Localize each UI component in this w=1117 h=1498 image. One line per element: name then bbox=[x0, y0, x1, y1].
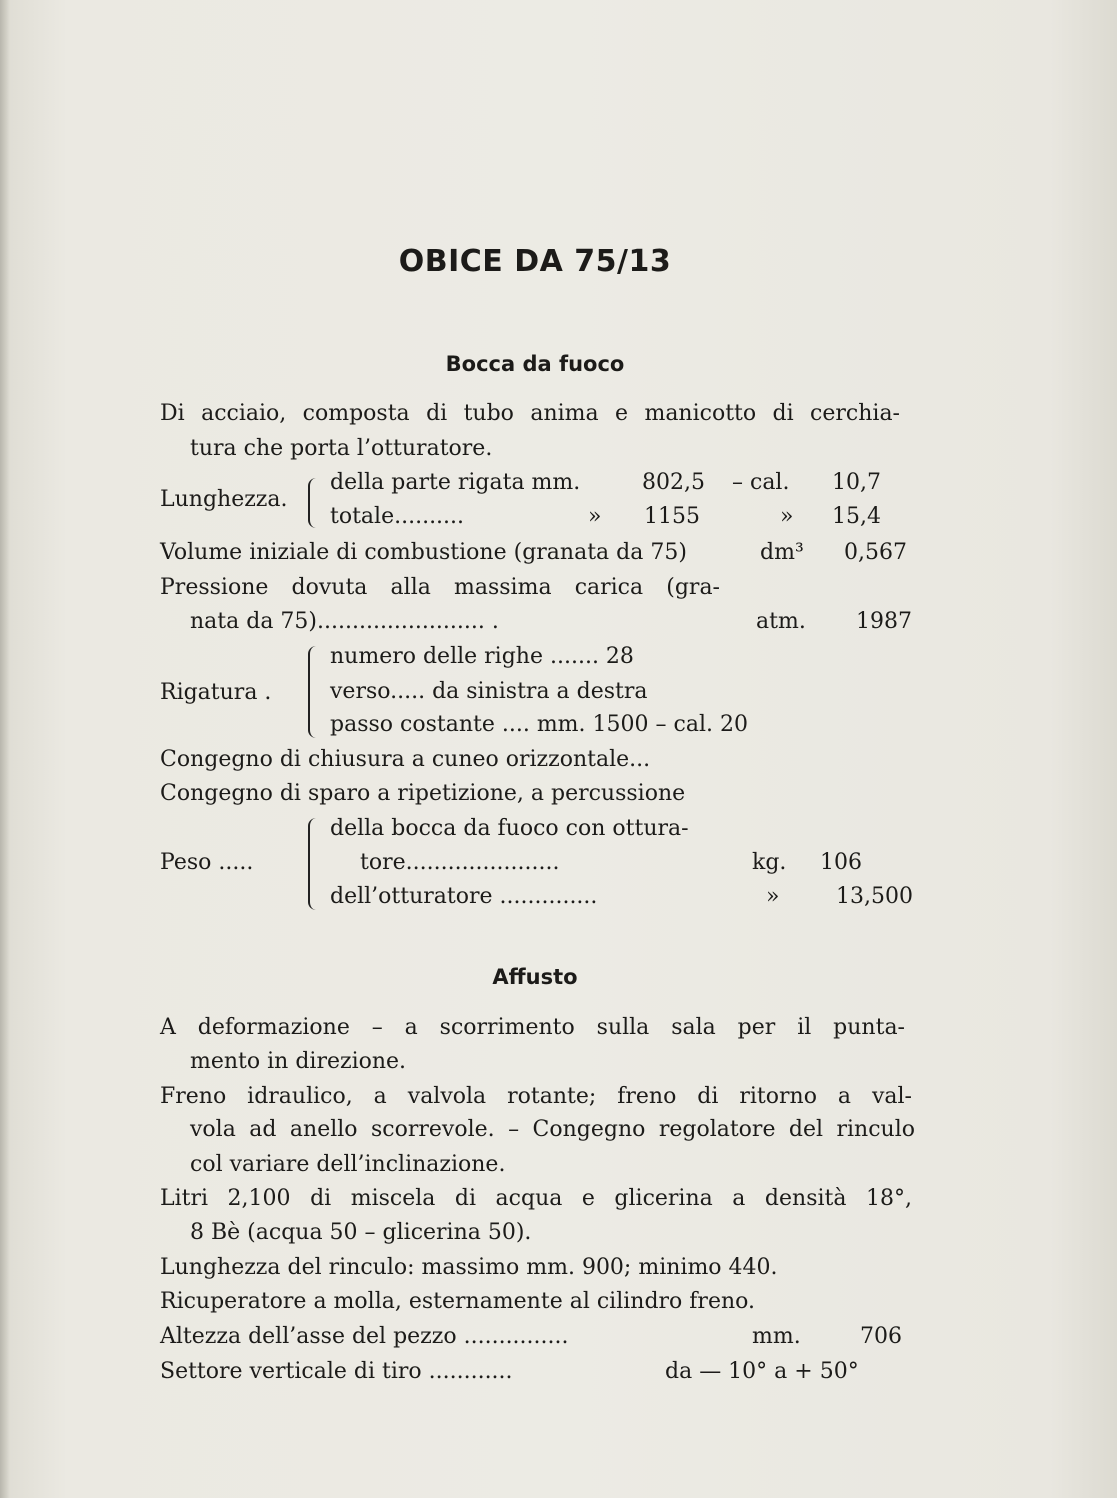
affusto-p2-line-1: Freno idraulico, a valvola rotante; freno di ritorno a val- bbox=[160, 1084, 912, 1109]
volume-label: Volume iniziale di combustione (granata da 75) bbox=[160, 540, 687, 565]
rigatura-verso: verso..... da sinistra a destra bbox=[330, 679, 648, 704]
peso-otturatore-ditto: » bbox=[766, 884, 780, 909]
section-heading-bocca: Bocca da fuoco bbox=[445, 352, 625, 376]
peso-otturatore-value: 13,500 bbox=[836, 884, 913, 909]
volume-value: 0,567 bbox=[844, 540, 907, 565]
affusto-p1-line-1: A deformazione – a scorrimento sulla sala per il punta- bbox=[160, 1015, 905, 1040]
lunghezza-rigata-label: della parte rigata mm. bbox=[330, 470, 581, 495]
lunghezza-totale-ditto: » bbox=[588, 504, 602, 529]
peso-bocca-line-2: tore...................... bbox=[360, 850, 560, 875]
rigatura-label: Rigatura . bbox=[160, 680, 272, 705]
pressione-value: 1987 bbox=[856, 609, 912, 634]
affusto-p3-line-1: Litri 2,100 di miscela di acqua e glicerina a densità 18°, bbox=[160, 1186, 912, 1211]
affusto-p2-line-2: vola ad anello scorrevole. – Congegno regolatore del rinculo bbox=[190, 1117, 915, 1142]
congegno-sparo: Congegno di sparo a ripetizione, a percussione bbox=[160, 781, 686, 806]
volume-unit: dm³ bbox=[760, 540, 804, 565]
lunghezza-totale-label: totale.......... bbox=[330, 504, 465, 529]
lunghezza-rigata-cal-label: – cal. bbox=[732, 470, 790, 495]
affusto-p3-line-2: 8 Bè (acqua 50 – glicerina 50). bbox=[190, 1220, 532, 1245]
pressione-unit: atm. bbox=[756, 609, 806, 634]
settore-verticale-label: Settore verticale di tiro ............ bbox=[160, 1359, 513, 1384]
affusto-p1-line-2: mento in direzione. bbox=[190, 1049, 407, 1074]
lunghezza-rigata-mm: 802,5 bbox=[642, 470, 705, 495]
ricuperatore: Ricuperatore a molla, esternamente al cilindro freno. bbox=[160, 1289, 755, 1314]
pressione-line-2: nata da 75)........................ . bbox=[190, 609, 499, 634]
section-heading-affusto: Affusto bbox=[492, 965, 578, 989]
lunghezza-totale-cal: 15,4 bbox=[832, 504, 881, 529]
peso-bocca-unit: kg. bbox=[752, 850, 787, 875]
affusto-p2-line-3: col variare dell’inclinazione. bbox=[190, 1152, 506, 1177]
altezza-asse-value: 706 bbox=[860, 1324, 902, 1349]
lunghezza-brace bbox=[308, 478, 318, 528]
peso-brace bbox=[308, 818, 318, 910]
bocca-intro-line-2: tura che porta l’otturatore. bbox=[190, 436, 493, 461]
peso-bocca-line-1: della bocca da fuoco con ottura- bbox=[330, 816, 689, 841]
page-title: OBICE DA 75/13 bbox=[398, 244, 672, 279]
lunghezza-totale-mm: 1155 bbox=[644, 504, 700, 529]
peso-bocca-value: 106 bbox=[820, 850, 862, 875]
altezza-asse-label: Altezza dell’asse del pezzo ............... bbox=[160, 1324, 569, 1349]
rigatura-passo: passo costante .... mm. 1500 – cal. 20 bbox=[330, 712, 748, 737]
peso-otturatore-label: dell’otturatore .............. bbox=[330, 884, 598, 909]
congegno-chiusura: Congegno di chiusura a cuneo orizzontale... bbox=[160, 747, 651, 772]
settore-verticale-value: da — 10° a + 50° bbox=[665, 1359, 859, 1384]
altezza-asse-unit: mm. bbox=[752, 1324, 801, 1349]
bocca-intro-line-1: Di acciaio, composta di tubo anima e manicotto di cerchia- bbox=[160, 401, 900, 426]
peso-label: Peso ..... bbox=[160, 850, 254, 875]
lunghezza-label: Lunghezza. bbox=[160, 487, 288, 512]
pressione-line-1: Pressione dovuta alla massima carica (gra- bbox=[160, 575, 720, 600]
binding-shadow bbox=[0, 0, 10, 1498]
lunghezza-rigata-cal: 10,7 bbox=[832, 470, 881, 495]
rigatura-righe: numero delle righe ....... 28 bbox=[330, 644, 634, 669]
lunghezza-rinculo: Lunghezza del rinculo: massimo mm. 900; minimo 440. bbox=[160, 1255, 778, 1280]
rigatura-brace bbox=[308, 646, 318, 738]
lunghezza-totale-ditto-2: » bbox=[780, 504, 794, 529]
